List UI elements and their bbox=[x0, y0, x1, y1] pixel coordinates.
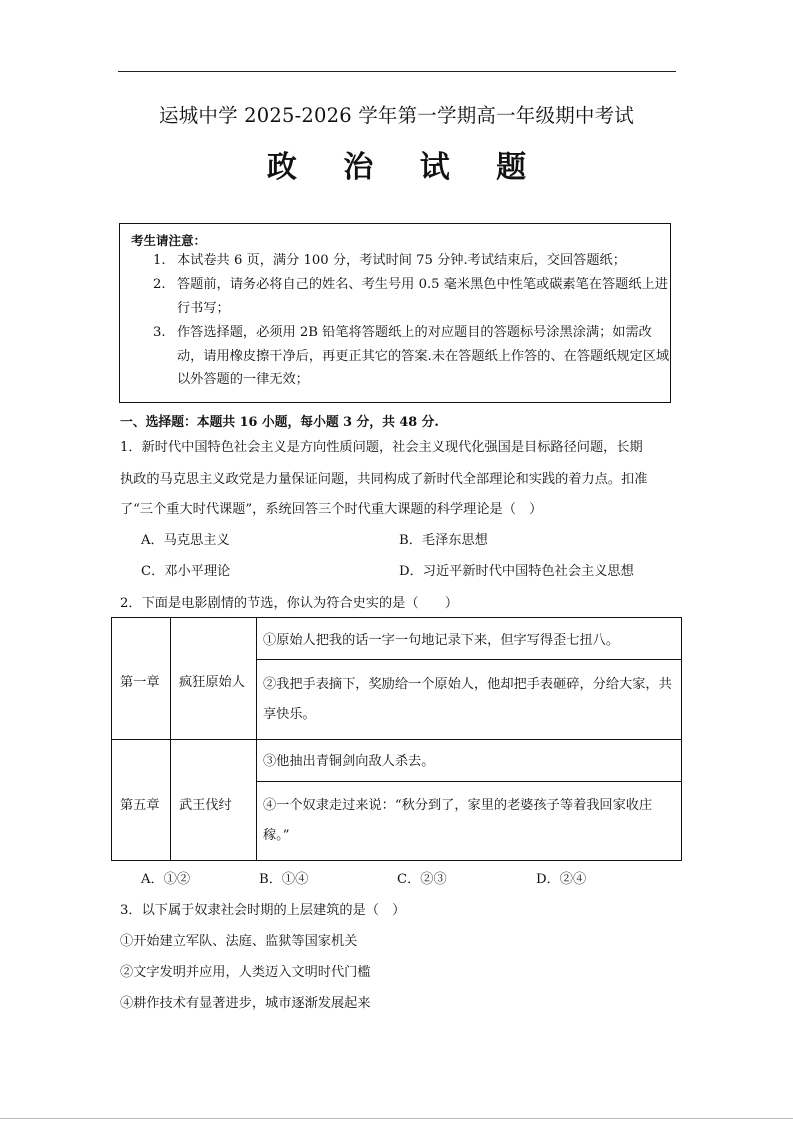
notice-heading: 考生请注意： bbox=[131, 233, 207, 248]
q1-option-b: B．毛泽东思想 bbox=[399, 533, 488, 548]
notice-item-text: 答题前，请务必将自己的姓名、考生号用 0.5 毫米黑色中性笔或碳素笔在答题纸上进行书写； bbox=[177, 277, 668, 316]
q1-line-3: 了“三个重大时代课题”，系统回答三个时代重大课题的科学理论是（ ） bbox=[120, 502, 543, 517]
table-divider bbox=[256, 781, 681, 782]
q2-option-c: C．②③ bbox=[397, 872, 447, 887]
notice-item-text: 作答选择题，必须用 2B 铅笔将答题纸上的对应题目的答题标号涂黑涂满；如需改动，请用橡皮擦干净后，再更正其它的答案.未在答题纸上作答的、在答题纸规定区域以外答题的一律无效； bbox=[177, 325, 670, 387]
q1-option-a: A．马克思主义 bbox=[141, 533, 230, 548]
page-edge bbox=[0, 1118, 793, 1119]
notice-box bbox=[119, 223, 671, 403]
row2-title: 武王伐纣 bbox=[179, 798, 232, 813]
q1-line-2: 执政的马克思主义政党是力量保证问题，共同构成了新时代全部理论和实践的着力点。扣准 bbox=[120, 472, 648, 487]
q3-item: ①开始建立军队、法庭、监狱等国家机关 bbox=[120, 934, 358, 949]
notice-item-text: 本试卷共 6 页，满分 100 分，考试时间 75 分钟.考试结束后，交回答题纸； bbox=[177, 253, 626, 268]
q1-option-d: D．习近平新时代中国特色社会主义思想 bbox=[399, 564, 634, 579]
row1-chapter: 第一章 bbox=[120, 675, 160, 690]
table-divider bbox=[112, 739, 681, 740]
row1-title: 疯狂原始人 bbox=[179, 675, 245, 690]
q2-option-d: D．②④ bbox=[536, 872, 587, 887]
q3-stem: 3．以下属于奴隶社会时期的上层建筑的是（ ） bbox=[120, 903, 406, 918]
header-rule bbox=[118, 71, 676, 72]
row2-plot-1: ③他抽出青铜剑向敌人杀去。 bbox=[263, 754, 435, 769]
q2-option-b: B．①④ bbox=[259, 872, 309, 887]
row1-plot-1: ①原始人把我的话一字一句地记录下来，但字写得歪七扭八。 bbox=[263, 633, 620, 648]
notice-item-number: 1. bbox=[153, 253, 166, 268]
notice-item-number: 3. bbox=[153, 325, 166, 340]
q3-item: ④耕作技术有显著进步，城市逐渐发展起来 bbox=[120, 996, 371, 1011]
exam-title: 运城中学 2025-2026 学年第一学期高一年级期中考试 bbox=[158, 104, 635, 127]
row1-plot-2: ②我把手表摘下，奖励给一个原始人，他却把手表砸碎，分给大家，共享快乐。 bbox=[263, 677, 672, 722]
subject-title: 政 治 试 题 bbox=[266, 150, 545, 185]
q3-item: ②文字发明并应用，人类迈入文明时代门槛 bbox=[120, 965, 371, 980]
row2-plot-2: ④一个奴隶走过来说：“秋分到了，家里的老婆孩子等着我回家收庄稼。” bbox=[263, 798, 653, 843]
q2-stem: 2．下面是电影剧情的节选，你认为符合史实的是（ ） bbox=[120, 596, 459, 611]
q1-option-c: C．邓小平理论 bbox=[141, 564, 231, 579]
notice-item-number: 2. bbox=[153, 277, 166, 292]
q2-option-a: A．①② bbox=[141, 872, 191, 887]
row2-chapter: 第五章 bbox=[120, 798, 160, 813]
section-heading: 一、选择题：本题共 16 小题，每小题 3 分，共 48 分. bbox=[120, 415, 439, 430]
plot-table bbox=[111, 617, 682, 861]
q1-line-1: 1．新时代中国特色社会主义是方向性质问题，社会主义现代化强国是目标路径问题，长期 bbox=[120, 440, 643, 455]
table-divider bbox=[256, 659, 681, 660]
